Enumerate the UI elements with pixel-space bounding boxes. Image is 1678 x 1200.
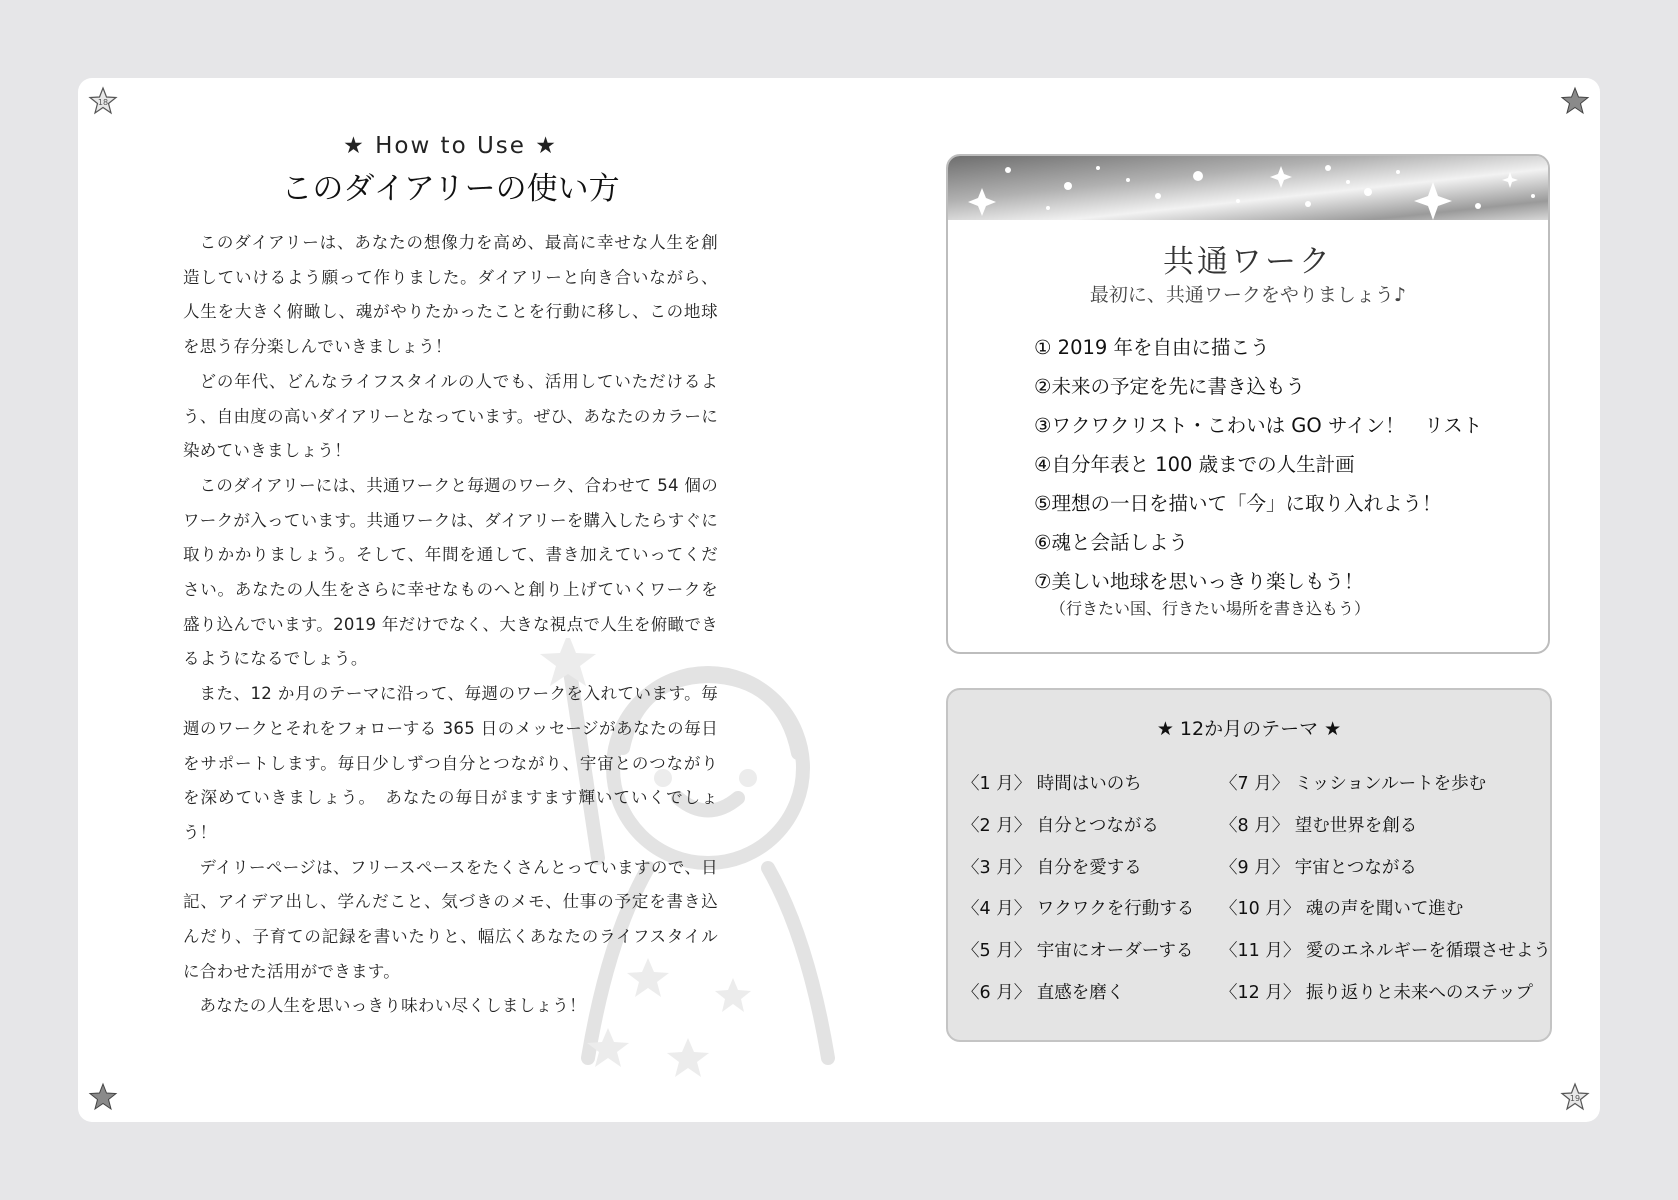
list-item: ④自分年表と 100 歳までの人生計画: [1034, 453, 1355, 476]
left-column: [183, 133, 718, 1024]
intro-paragraph: このダイアリーは、あなたの想像力を高め、最高に幸せな人生を創造していけるよう願って作りました。ダイアリーと向き合いながら、人生を大きく俯瞰し、魂がやりたかったことを行動に移し、この地球を思う存分楽しんでいきましょう！: [183, 233, 718, 357]
list-item: 〈6 月〉 直感を磨く: [962, 982, 1125, 1003]
common-work-box: [946, 154, 1550, 654]
monthly-themes-box: [946, 688, 1552, 1042]
page-title: このダイアリーの使い方: [281, 171, 620, 207]
monthly-themes-title: ★ 12か月のテーマ ★: [1156, 718, 1342, 740]
list-item: ③ワクワクリスト・こわいは GO サイン！ リスト: [1034, 414, 1483, 437]
list-item: 〈7 月〉 ミッションルートを歩む: [1220, 774, 1487, 794]
corner-star-icon-top-right: [1560, 86, 1590, 116]
list-item: 〈11 月〉 愛のエネルギーを循環させよう: [1220, 941, 1551, 962]
intro-paragraph: また、12 か月のテーマに沿って、毎週のワークを入れています。毎週のワークとそれをフォローする 365 日のメッセージがあなたの毎日をサポートします。毎日少しずつ自分とつながり、宇宙とのつながりを深めていきましょう。 あなたの毎日がますます輝いていくでしょう！: [183, 684, 718, 842]
how-to-use-heading: ★ How to Use ★: [343, 133, 558, 159]
intro-paragraph: このダイアリーには、共通ワークと毎週のワーク、合わせて 54 個のワークが入っています。共通ワークは、ダイアリーを購入したらすぐに取りかかりましょう。そして、年間を通して、書き加えていってください。あなたの人生をさらに幸せなものへと創り上げていくワークを盛り込んでいます。2019 年だけでなく、大きな視点で人生を俯瞰できるようになるでしょう。: [183, 475, 718, 669]
intro-paragraph: どの年代、どんなライフスタイルの人でも、活用していただけるよう、自由度の高いダイアリーとなっています。ぜひ、あなたのカラーに染めていきましょう！: [183, 371, 718, 461]
list-item: 〈12 月〉 振り返りと未来へのステップ: [1220, 982, 1534, 1003]
common-work-subtitle: 最初に、共通ワークをやりましょう♪: [1089, 284, 1407, 306]
list-item: 〈4 月〉 ワクワクを行動する: [962, 899, 1195, 920]
common-work-note: （行きたい国、行きたい場所を書き込もう）: [1050, 599, 1371, 618]
intro-text: [183, 226, 718, 1024]
svg-text:18: 18: [97, 98, 109, 107]
common-work-list: [1034, 328, 1482, 601]
sparkle-banner: [948, 156, 1548, 220]
list-item: 〈10 月〉 魂の声を聞いて進む: [1220, 899, 1464, 920]
diary-spread: [78, 78, 1600, 1122]
corner-star-icon-bottom-left: [88, 1082, 118, 1112]
corner-star-icon-bottom-right: [1560, 1082, 1590, 1112]
list-item: ① 2019 年を自由に描こう: [1034, 336, 1270, 359]
corner-star-icon-top-left: [88, 86, 118, 116]
list-item: ②未来の予定を先に書き込もう: [1034, 375, 1305, 398]
list-item: 〈3 月〉 自分を愛する: [962, 857, 1142, 878]
list-item: 〈5 月〉 宇宙にオーダーする: [962, 941, 1194, 962]
list-item: 〈2 月〉 自分とつながる: [962, 815, 1159, 836]
svg-text:19: 19: [1569, 1094, 1581, 1103]
list-item: ⑤理想の一日を描いて「今」に取り入れよう！: [1034, 492, 1442, 515]
list-item: ⑥魂と会話しよう: [1034, 531, 1188, 554]
list-item: 〈9 月〉 宇宙とつながる: [1220, 857, 1417, 878]
months-list-left: [962, 764, 1194, 1015]
list-item: 〈1 月〉 時間はいのち: [962, 774, 1142, 794]
months-list-right: [1220, 764, 1551, 1015]
list-item: ⑦美しい地球を思いっきり楽しもう！: [1034, 570, 1364, 593]
list-item: 〈8 月〉 望む世界を創る: [1220, 815, 1418, 836]
intro-paragraph: あなたの人生を思いっきり味わい尽くしましょう！: [199, 996, 586, 1016]
common-work-title: 共通ワーク: [1163, 244, 1333, 280]
intro-paragraph: デイリーページは、フリースペースをたくさんとっていますので、日記、アイデア出し、学んだこと、気づきのメモ、仕事の予定を書き込んだり、子育ての記録を書いたりと、幅広くあなたのライフスタイルに合わせた活用ができます。: [183, 857, 718, 981]
